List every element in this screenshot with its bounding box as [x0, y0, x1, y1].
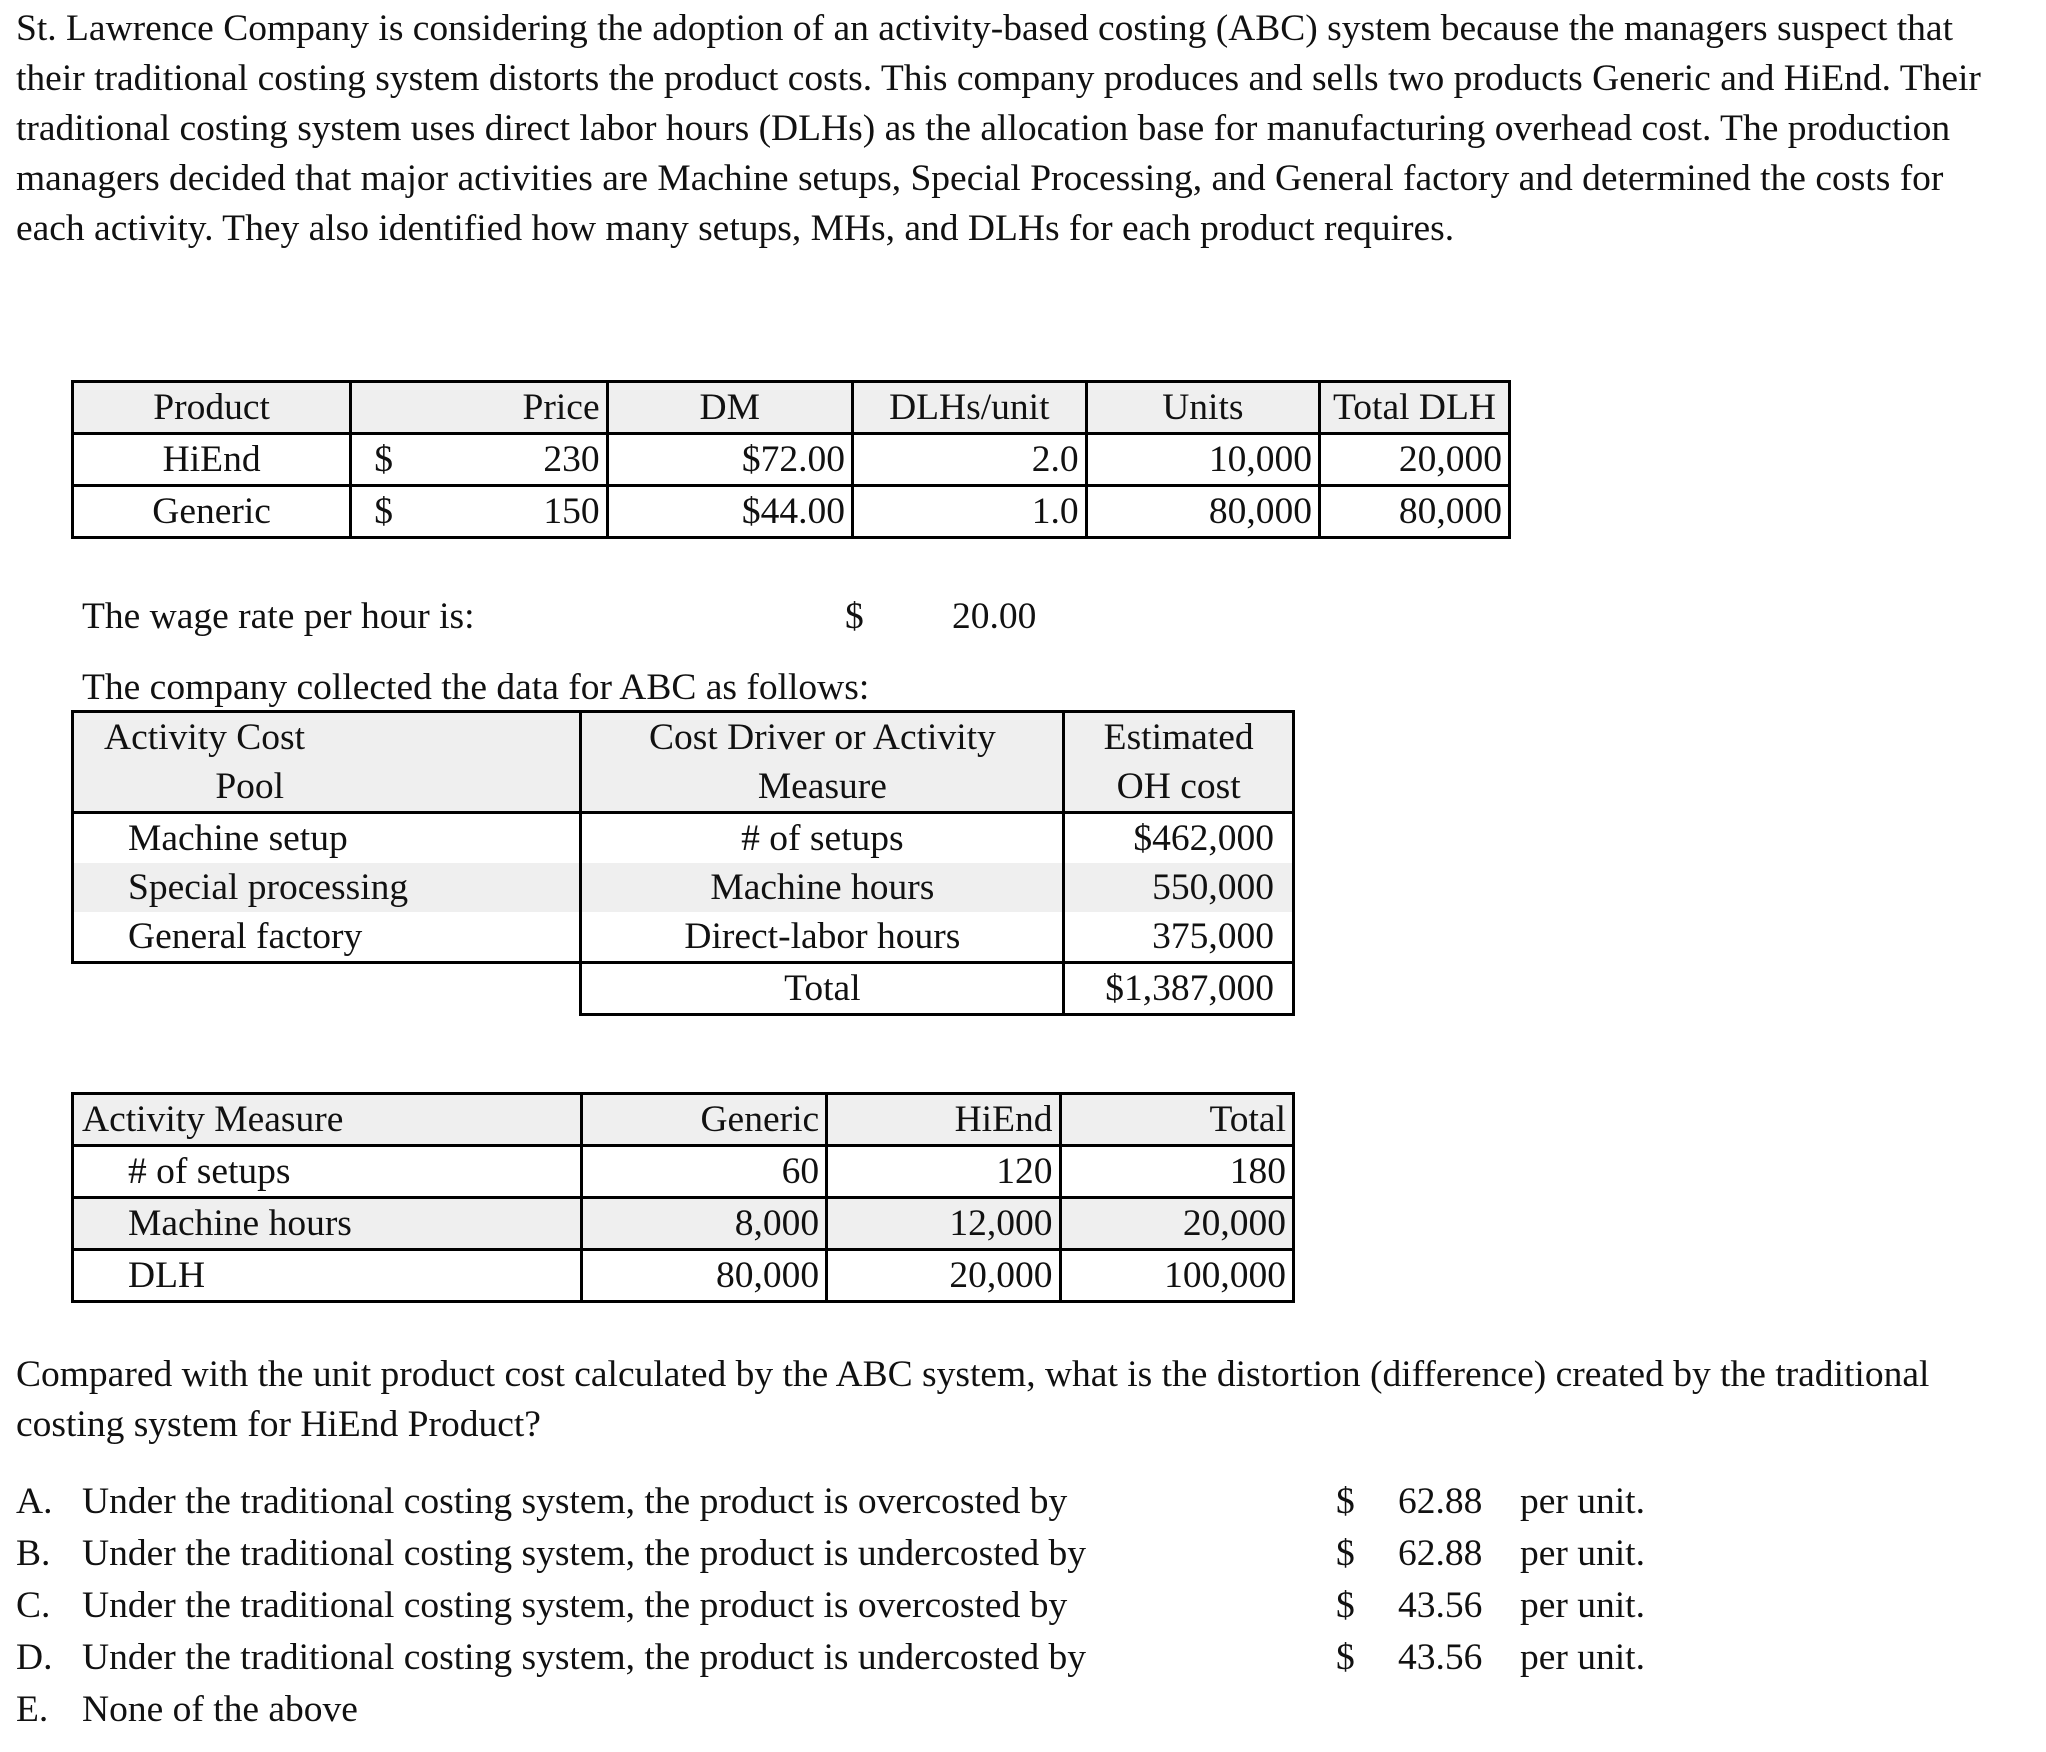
option-currency: $	[1336, 1585, 1355, 1626]
measure-table	[71, 1092, 1295, 1303]
activity-pool-name: Special processing	[73, 863, 581, 912]
header-units: Units	[1086, 382, 1319, 434]
option-unit: per unit.	[1520, 1533, 1645, 1574]
units-value: 80,000	[1086, 486, 1319, 538]
header-cost-driver-2: Measure	[581, 762, 1064, 813]
measure-row	[73, 1198, 1294, 1250]
total-label: Total	[581, 963, 1064, 1015]
total-dlh-value: 80,000	[1398, 491, 1502, 532]
activity-pool-name: General factory	[73, 912, 581, 963]
option-text: Under the traditional costing system, the product is overcosted by	[82, 1585, 1068, 1626]
header-estimated-oh: Estimated	[1064, 712, 1294, 763]
product-table	[71, 380, 1511, 539]
product-name: HiEnd	[73, 434, 351, 486]
header-dm: DM	[607, 382, 852, 434]
option-unit: per unit.	[1520, 1637, 1645, 1678]
activity-driver: Machine hours	[581, 863, 1064, 912]
header-total: Total	[1060, 1094, 1294, 1146]
measure-generic: 60	[581, 1146, 826, 1198]
activity-cost: 550,000	[1152, 867, 1274, 908]
measure-total: 180	[1229, 1151, 1286, 1192]
product-table-header	[73, 382, 1510, 434]
header-dlh-unit: DLHs/unit	[852, 382, 1086, 434]
option-unit: per unit.	[1520, 1481, 1645, 1522]
activity-driver: # of setups	[581, 813, 1064, 864]
option-currency: $	[1336, 1533, 1355, 1574]
header-price: Price	[405, 382, 607, 434]
measure-total: 100,000	[1164, 1255, 1286, 1296]
option-unit: per unit.	[1520, 1585, 1645, 1626]
currency-sign: $	[374, 491, 393, 532]
total-value: $1,387,000	[1064, 963, 1294, 1015]
dlh-unit-value: 2.0	[852, 434, 1086, 486]
activity-row	[73, 813, 1294, 864]
total-dlh-value: 20,000	[1398, 439, 1502, 480]
option-currency: $	[1336, 1481, 1355, 1522]
option-amount: 43.56	[1398, 1637, 1483, 1678]
activity-header-line-2	[73, 762, 1294, 813]
header-estimated-oh-2: OH cost	[1064, 762, 1294, 813]
option-text: Under the traditional costing system, the product is undercosted by	[82, 1637, 1086, 1678]
option-text: Under the traditional costing system, the product is undercosted by	[82, 1533, 1086, 1574]
product-row	[73, 486, 1510, 538]
option-letter: D.	[16, 1637, 53, 1678]
wage-value: 20.00	[952, 596, 1037, 637]
activity-row	[73, 912, 1294, 963]
units-value: 10,000	[1086, 434, 1319, 486]
dm-value: $44.00	[607, 486, 852, 538]
option-amount: 62.88	[1398, 1533, 1483, 1574]
dlh-unit-value: 1.0	[852, 486, 1086, 538]
wage-currency: $	[845, 596, 864, 637]
header-hiend: HiEnd	[827, 1094, 1060, 1146]
option-amount: 62.88	[1398, 1481, 1483, 1522]
question-text: Compared with the unit product cost calculated by the ABC system, what is the distortion (difference) created by the traditional costing system for HiEnd Product?	[16, 1354, 1930, 1445]
measure-header	[73, 1094, 1294, 1146]
activity-header-line-1	[73, 712, 1294, 763]
dm-value: $72.00	[607, 434, 852, 486]
measure-row	[73, 1146, 1294, 1198]
option-amount: 43.56	[1398, 1585, 1483, 1626]
option-text: None of the above	[82, 1689, 358, 1730]
measure-total: 20,000	[1060, 1198, 1294, 1250]
activity-driver: Direct-labor hours	[581, 912, 1064, 963]
measure-hiend: 20,000	[827, 1250, 1060, 1302]
option-letter: C.	[16, 1585, 51, 1626]
measure-row	[73, 1250, 1294, 1302]
header-activity-measure: Activity Measure	[73, 1094, 582, 1146]
header-activity-pool: Activity Cost	[73, 712, 581, 763]
measure-name: # of setups	[73, 1146, 582, 1198]
product-name: Generic	[73, 486, 351, 538]
price-value: 230	[405, 434, 607, 486]
activity-total-row	[73, 963, 1294, 1015]
option-currency: $	[1336, 1637, 1355, 1678]
measure-generic: 80,000	[581, 1250, 826, 1302]
price-value: 150	[405, 486, 607, 538]
activity-pool-name: Machine setup	[73, 813, 581, 864]
activity-cost: 375,000	[1152, 916, 1274, 957]
activity-table	[71, 710, 1295, 1016]
measure-hiend: 120	[827, 1146, 1060, 1198]
header-activity-pool-2: Pool	[73, 762, 581, 813]
measure-name: Machine hours	[73, 1198, 582, 1250]
product-row	[73, 434, 1510, 486]
option-letter: A.	[16, 1481, 53, 1522]
option-letter: B.	[16, 1533, 51, 1574]
wage-label: The wage rate per hour is:	[82, 596, 475, 637]
header-generic: Generic	[581, 1094, 826, 1146]
option-text: Under the traditional costing system, the product is overcosted by	[82, 1481, 1068, 1522]
header-total-dlh: Total DLH	[1320, 382, 1510, 434]
option-letter: E.	[16, 1689, 49, 1730]
measure-name: DLH	[73, 1250, 582, 1302]
abc-intro: The company collected the data for ABC as follows:	[82, 667, 870, 708]
measure-generic: 8,000	[581, 1198, 826, 1250]
intro-paragraph: St. Lawrence Company is considering the adoption of an activity-based costing (ABC) system because the managers suspect that their traditional costing system distorts the product costs. This company produces and sells two products Generic and HiEnd. Their traditional costing system uses direct labor hours (DLHs) as the allocation base for manufacturing overhead cost. The production managers decided that major activities are Machine setups, Special Processing, and General factory and determined the costs for each activity. They also identified how many setups, MHs, and DLHs for each product requires.	[16, 8, 1981, 249]
header-product: Product	[73, 382, 351, 434]
activity-row	[73, 863, 1294, 912]
activity-cost: $462,000	[1133, 818, 1274, 859]
currency-sign: $	[374, 439, 393, 480]
measure-hiend: 12,000	[827, 1198, 1060, 1250]
header-cost-driver: Cost Driver or Activity	[581, 712, 1064, 763]
